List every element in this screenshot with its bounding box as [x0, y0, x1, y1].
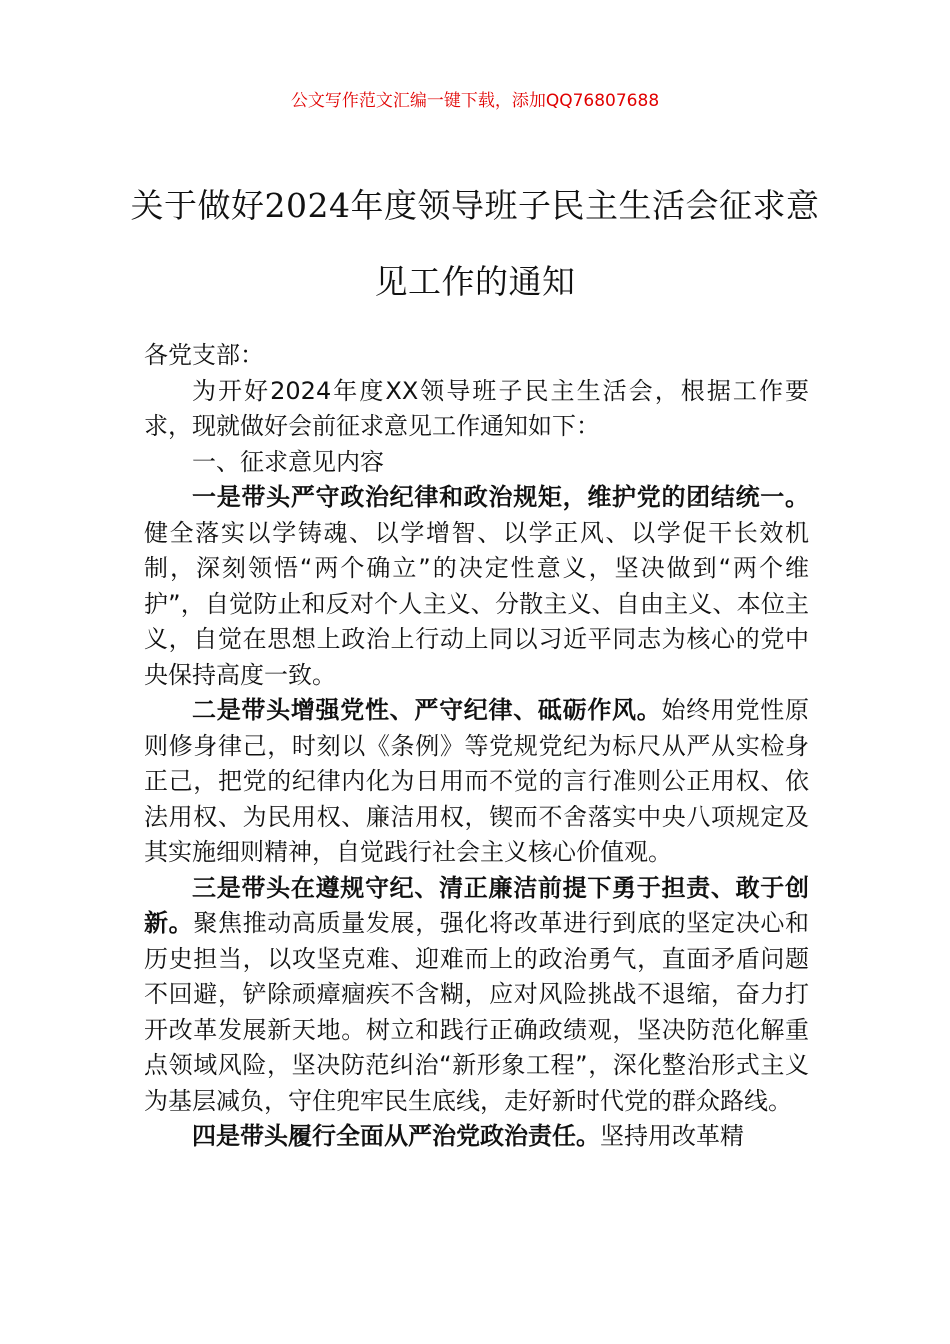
item-paragraph: [144, 480, 809, 693]
item-text: 健全落实以学铸魂、以学增智、以学正风、以学促干长效机制，深刻领悟“两个确立”的决定性意义，坚决做到“两个维护”，自觉防止和反对个人主义、分散主义、自由主义、本位主义，自觉在思想上政治上行动上同以习近平同志为核心的党中央保持高度一致。: [144, 518, 809, 689]
item-text: 聚焦推动高质量发展，强化将改革进行到底的坚定决心和历史担当，以攻坚克难、迎难而上的政治勇气，直面矛盾问题不回避，铲除顽瘴痼疾不含糊，应对风险挑战不退缩，奋力打开改革发展新天地。树立和践行正确政绩观，坚决防范化解重点领域风险，坚决防范纠治“新形象工程”，深化整治形式主义为基层减负，守住兜牢民生底线，走好新时代党的群众路线。: [144, 909, 810, 1115]
item-lead: 四是带头履行全面从严治党政治责任。: [192, 1122, 600, 1150]
item-text: 坚持用改革精: [600, 1122, 744, 1150]
salutation: 各党支部：: [144, 341, 264, 369]
intro-paragraph: 为开好2024年度XX领导班子民主生活会，根据工作要求，现就做好会前征求意见工作通知如下：: [144, 376, 809, 440]
item-text: 始终用党性原则修身律己，时刻以《条例》等党规党纪为标尺从严从实检身正己，把党的纪律内化为日用而不觉的言行准则公正用权、依法用权、为民用权、廉洁用权，锲而不舍落实中央八项规定及其实施细则精神，自觉践行社会主义核心价值观。: [144, 696, 810, 866]
item-lead: 一是带头严守政治纪律和政治规矩，维护党的团结统一。: [192, 483, 809, 511]
header-download-link[interactable]: 公文写作范文汇编一键下载，添加QQ76807688: [290, 91, 660, 111]
document-body: [144, 338, 809, 1155]
document-title: 关于做好2024年度领导班子民主生活会征求意见工作的通知: [130, 186, 820, 301]
item-paragraph: [144, 1119, 809, 1155]
item-lead: 三是带头在遵规守纪、清正廉洁前提下勇于担责、敢于创新。: [144, 873, 809, 937]
item-paragraph: [144, 693, 809, 871]
section-heading: 一、征求意见内容: [192, 447, 384, 476]
item-paragraph: [144, 871, 809, 1120]
item-lead: 二是带头增强党性、严守纪律、砥砺作风。: [192, 696, 662, 724]
